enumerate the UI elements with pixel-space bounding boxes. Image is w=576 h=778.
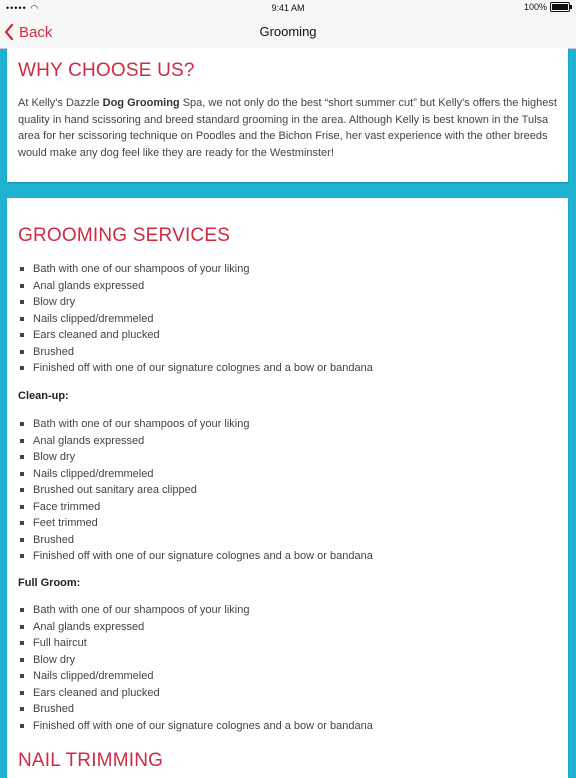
list-item: Bath with one of our shampoos of your liking	[18, 416, 373, 433]
list-item: Bath with one of our shampoos of your liking	[18, 602, 373, 619]
why-choose-us-heading: WHY CHOOSE US?	[18, 60, 195, 81]
list-item: Full haircut	[18, 635, 373, 652]
intro-text-start: At Kelly's Dazzle	[18, 97, 103, 109]
why-choose-us-card	[7, 48, 568, 182]
list-item: Nails clipped/dremmeled	[18, 466, 373, 483]
grooming-services-heading: GROOMING SERVICES	[18, 225, 231, 246]
signal-wifi-icon: ••••• ◠	[6, 3, 40, 13]
clean-up-list	[18, 416, 373, 565]
list-item: Nails clipped/dremmeled	[18, 311, 373, 328]
list-item: Anal glands expressed	[18, 619, 373, 636]
list-item: Bath with one of our shampoos of your liking	[18, 261, 373, 278]
status-bar	[0, 0, 576, 16]
list-item: Brushed	[18, 701, 373, 718]
list-item: Blow dry	[18, 294, 373, 311]
list-item: Ears cleaned and plucked	[18, 685, 373, 702]
list-item: Face trimmed	[18, 499, 373, 516]
list-item: Finished off with one of our signature colognes and a bow or bandana	[18, 718, 373, 735]
list-item: Finished off with one of our signature colognes and a bow or bandana	[18, 548, 373, 565]
list-item: Finished off with one of our signature colognes and a bow or bandana	[18, 360, 373, 377]
back-label: Back	[19, 23, 53, 41]
grooming-services-card	[7, 198, 568, 778]
intro-paragraph	[18, 95, 558, 162]
clean-up-label: Clean-up:	[18, 390, 69, 402]
battery-icon	[550, 2, 570, 12]
status-time: 9:41 AM	[271, 3, 305, 13]
battery-indicator	[524, 2, 570, 12]
list-item: Brushed out sanitary area clipped	[18, 482, 373, 499]
intro-text-end: Spa, we not only do the best “short summer cut” but Kelly's offers the highest quality in hand scissoring and breed standard grooming in the area. Although Kelly is best known in the Tulsa area for her scissoring technique on Poodles and the Bichon Frise, her vast experience with the other breeds would make any dog feel like they are ready for the Westminster!	[18, 97, 557, 160]
list-item: Brushed	[18, 532, 373, 549]
intro-text-bold: Dog Grooming	[102, 97, 180, 109]
navigation-bar	[0, 16, 576, 49]
list-item: Brushed	[18, 344, 373, 361]
battery-percent: 100%	[523, 2, 547, 12]
list-item: Blow dry	[18, 449, 373, 466]
full-groom-label: Full Groom:	[18, 577, 81, 589]
list-item: Feet trimmed	[18, 515, 373, 532]
list-item: Nails clipped/dremmeled	[18, 668, 373, 685]
full-groom-list	[18, 602, 373, 734]
list-item: Anal glands expressed	[18, 278, 373, 295]
list-item: Blow dry	[18, 652, 373, 669]
basic-services-list	[18, 261, 373, 377]
list-item: Ears cleaned and plucked	[18, 327, 373, 344]
page-title: Grooming	[259, 24, 317, 39]
list-item: Anal glands expressed	[18, 433, 373, 450]
nail-trimming-heading: NAIL TRIMMING	[18, 750, 164, 771]
